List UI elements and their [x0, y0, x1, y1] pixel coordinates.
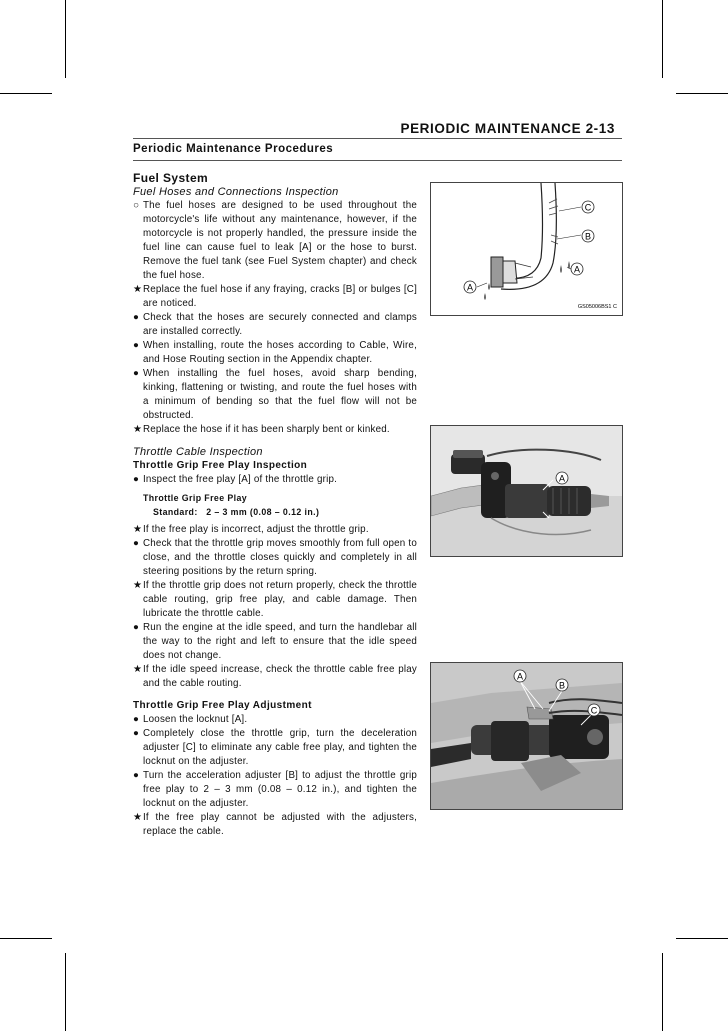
- crop-mark: [676, 93, 728, 94]
- header-rule: [133, 138, 622, 139]
- fuel-hose-figure: [430, 182, 623, 316]
- list-item: [133, 621, 417, 663]
- item-text: Replace the hose if it has been sharply bent or kinked.: [143, 424, 390, 435]
- list-item: [133, 367, 417, 423]
- list-item: [133, 811, 417, 839]
- fig1-label-a: A: [573, 264, 581, 275]
- spec-title: Throttle Grip Free Play: [143, 493, 248, 503]
- list-item: [133, 713, 417, 727]
- list-item: [133, 423, 417, 437]
- crop-mark: [65, 0, 66, 78]
- section-title: Periodic Maintenance Procedures: [133, 143, 334, 155]
- item-text: If the idle speed increase, check the throttle cable free play and the cable routing.: [143, 664, 417, 689]
- item-text: Completely close the throttle grip, turn the deceleration adjuster [C] to eliminate any cable free play, and tighten the locknut on the adjuster.: [143, 728, 417, 767]
- bullet: ●: [133, 340, 140, 351]
- free-play-adjustment-heading: Throttle Grip Free Play Adjustment: [133, 700, 312, 711]
- list-item: [133, 523, 417, 537]
- list-item: [133, 199, 417, 283]
- bullet: ●: [133, 368, 140, 379]
- throttle-cable-subheading: Throttle Cable Inspection: [133, 446, 263, 458]
- fig1-label-c: C: [584, 202, 592, 213]
- bullet: ●: [133, 728, 140, 739]
- item-text: Check that the hoses are securely connected and clamps are installed correctly.: [143, 312, 417, 337]
- item-text: Inspect the free play [A] of the throttle grip.: [143, 474, 338, 485]
- item-text: If the free play is incorrect, adjust the throttle grip.: [143, 524, 369, 535]
- item-text: Check that the throttle grip moves smoothly from full open to close, and the throttle closes quickly and completely in all steering positions by the return spring.: [143, 538, 417, 577]
- free-play-inspection-heading: Throttle Grip Free Play Inspection: [133, 460, 308, 471]
- item-text: If the throttle grip does not return properly, check the throttle cable routing, grip free play, and cable damage. Then lubricate the throttle cable.: [143, 580, 417, 619]
- item-text: When installing the fuel hoses, avoid sharp bending, kinking, flattening or twisting, and route the fuel hoses with a minimum of bending so that the fuel flow will not be obstructed.: [143, 368, 417, 421]
- bullet: ●: [133, 622, 140, 633]
- item-text: When installing, route the hoses according to Cable, Wire, and Hose Routing section in the Appendix chapter.: [143, 340, 417, 365]
- spec-standard: [143, 505, 417, 519]
- fuel-items: [133, 199, 417, 437]
- list-item: [133, 663, 417, 691]
- list-item: [133, 579, 417, 621]
- fuel-hoses-subheading: Fuel Hoses and Connections Inspection: [133, 186, 339, 198]
- spec-value: 2 – 3 mm (0.08 – 0.12 in.): [206, 507, 320, 517]
- bullet: ●: [133, 770, 140, 781]
- fig1-label-a2: A: [466, 282, 474, 293]
- bullet: ●: [133, 714, 140, 725]
- crop-mark: [676, 938, 728, 939]
- fig2-label-a: A: [558, 473, 566, 484]
- fig1-label-b: B: [584, 231, 592, 242]
- item-text: If the free play cannot be adjusted with the adjusters, replace the cable.: [143, 812, 417, 837]
- text-column: [133, 165, 417, 839]
- list-item: [133, 769, 417, 811]
- list-item: [133, 537, 417, 579]
- bullet: ★: [133, 524, 142, 535]
- bullet: ○: [133, 200, 140, 211]
- list-item: [133, 727, 417, 769]
- crop-mark: [0, 938, 52, 939]
- crop-mark: [662, 953, 663, 1031]
- bullet: ★: [133, 580, 142, 591]
- spec-label: Standard:: [153, 507, 198, 517]
- item-text: The fuel hoses are designed to be used throughout the motorcycle's life without any maintenance, however, if the motorcycle is not properly handled, the pressure inside the fuel line can cause fuel to leak [A] or the hose to burst. Remove the fuel tank (see Fuel System chapter) and check the fuel hose.: [143, 200, 417, 281]
- item-text: Turn the acceleration adjuster [B] to adjust the throttle grip free play to 2 – 3 mm (0.08 – 0.12 in.), and tighten the locknut on the adjuster.: [143, 770, 417, 809]
- throttle-grip-figure: [430, 425, 623, 557]
- bullet: ●: [133, 312, 140, 323]
- item-text: Run the engine at the idle speed, and turn the handlebar all the way to the right and left to ensure that the idle speed does not change.: [143, 622, 417, 661]
- fuel-system-heading: Fuel System: [133, 171, 209, 185]
- list-item: [133, 473, 417, 487]
- page-header: PERIODIC MAINTENANCE 2-13: [400, 121, 615, 136]
- item-text: Loosen the locknut [A].: [143, 714, 248, 725]
- bullet: ●: [133, 538, 140, 549]
- fig3-label-b: B: [558, 680, 566, 691]
- bullet: ★: [133, 664, 142, 675]
- fig3-label-c: C: [590, 705, 598, 716]
- list-item: [133, 283, 417, 311]
- figure-code: GS05006BS1 C: [577, 304, 617, 310]
- list-item: [133, 339, 417, 367]
- crop-mark: [662, 0, 663, 78]
- crop-mark: [0, 93, 52, 94]
- crop-mark: [65, 953, 66, 1031]
- throttle-adjuster-figure: [430, 662, 623, 810]
- item-text: Replace the fuel hose if any fraying, cracks [B] or bulges [C] are noticed.: [143, 284, 417, 309]
- section-rule: [133, 160, 622, 161]
- spec-block: [133, 491, 417, 519]
- bullet: ★: [133, 284, 142, 295]
- fig3-label-a: A: [516, 671, 524, 682]
- bullet: ★: [133, 812, 142, 823]
- list-item: [133, 311, 417, 339]
- bullet: ●: [133, 474, 140, 485]
- bullet: ★: [133, 424, 142, 435]
